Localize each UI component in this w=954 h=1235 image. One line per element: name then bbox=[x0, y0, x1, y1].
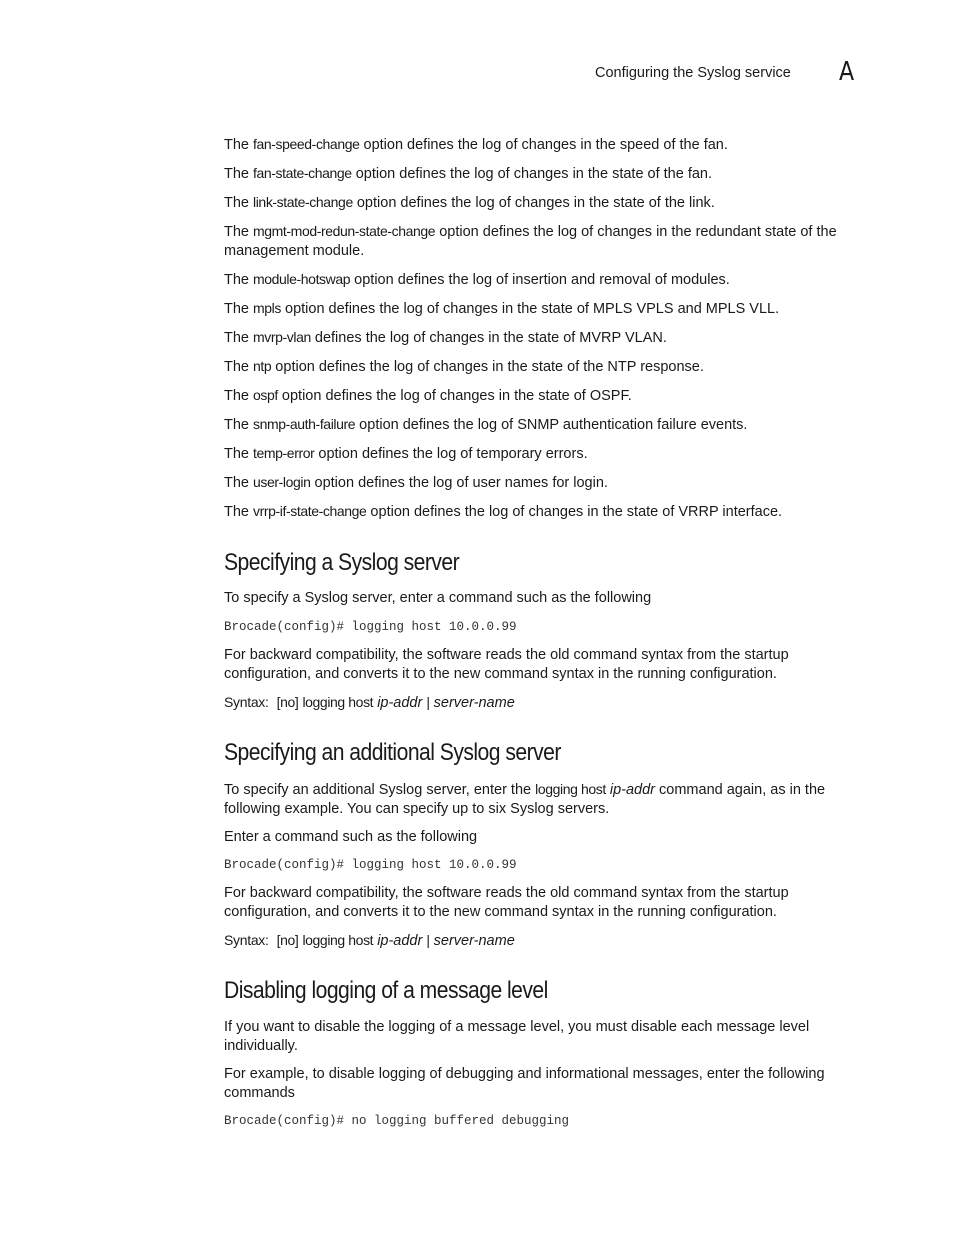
option-text: option defines the log of changes in the speed of the fan. bbox=[359, 137, 728, 153]
intro-text: command again, as in the following example. You can specify up to six Syslog servers. bbox=[224, 782, 826, 817]
option-description bbox=[224, 473, 874, 493]
code-example: Brocade(config)# logging host 10.0.0.99 bbox=[224, 858, 517, 872]
option-prefix: The bbox=[224, 301, 254, 317]
syntax-argument: server-name bbox=[433, 933, 515, 949]
running-header-title: Configuring the Syslog service bbox=[595, 65, 791, 81]
syntax-separator: | bbox=[426, 694, 430, 710]
option-text: defines the log of changes in the state of MVRP VLAN. bbox=[310, 330, 667, 346]
option-prefix: The bbox=[224, 195, 254, 211]
option-text: option defines the log of changes in the state of the link. bbox=[352, 195, 715, 211]
code-example: Brocade(config)# logging host 10.0.0.99 bbox=[224, 620, 517, 634]
compatibility-note: For backward compatibility, the software reads the old command syntax from the startup configuration, and converts it to the new command syntax in the running configuration. bbox=[224, 647, 789, 682]
section-heading-syslog-server: Specifying a Syslog server bbox=[224, 549, 460, 576]
option-description bbox=[224, 415, 874, 435]
option-prefix: The bbox=[224, 137, 254, 153]
option-text: option defines the log of temporary errors. bbox=[314, 446, 588, 462]
section-paragraph: If you want to disable the logging of a message level, you must disable each message level individually. bbox=[224, 1019, 810, 1054]
compatibility-note: For backward compatibility, the software reads the old command syntax from the startup configuration, and converts it to the new command syntax in the running configuration. bbox=[224, 885, 789, 920]
option-text: option defines the log of user names for login. bbox=[310, 475, 608, 491]
option-text: option defines the log of changes in the state of VRRP interface. bbox=[366, 504, 783, 520]
option-keyword: link-state-change bbox=[253, 194, 353, 210]
section-intro: To specify a Syslog server, enter a command such as the following bbox=[224, 590, 652, 606]
option-text: option defines the log of changes in the redundant state of the management module. bbox=[224, 224, 837, 259]
option-keyword: vrrp-if-state-change bbox=[253, 503, 367, 519]
syntax-no-option: [no] bbox=[276, 932, 299, 948]
option-keyword: mvrp-vlan bbox=[253, 329, 311, 345]
option-keyword: temp-error bbox=[253, 445, 315, 461]
option-prefix: The bbox=[224, 388, 254, 404]
option-description bbox=[224, 135, 874, 155]
code-example: Brocade(config)# no logging buffered debugging bbox=[224, 1114, 570, 1128]
option-keyword: mpls bbox=[253, 300, 281, 316]
option-description bbox=[224, 164, 874, 184]
syntax-command: logging host bbox=[302, 694, 374, 710]
option-keyword: snmp-auth-failure bbox=[253, 416, 356, 432]
section-paragraph: For example, to disable logging of debugging and informational messages, enter the following commands bbox=[224, 1066, 825, 1101]
syntax-line bbox=[224, 931, 874, 951]
option-list bbox=[224, 135, 874, 522]
syntax-line bbox=[224, 693, 874, 713]
option-description bbox=[224, 357, 874, 377]
syntax-label: Syntax: bbox=[224, 694, 269, 710]
intro-argument: ip-addr bbox=[609, 782, 655, 798]
syntax-argument: ip-addr bbox=[377, 695, 423, 711]
option-text: option defines the log of SNMP authentication failure events. bbox=[355, 417, 748, 433]
option-description bbox=[224, 299, 874, 319]
option-prefix: The bbox=[224, 475, 254, 491]
option-keyword: user-login bbox=[253, 474, 311, 490]
option-description bbox=[224, 222, 874, 261]
syntax-label: Syntax: bbox=[224, 932, 269, 948]
page-content bbox=[224, 135, 874, 1129]
enter-command-text: Enter a command such as the following bbox=[224, 829, 478, 845]
syntax-separator: | bbox=[426, 932, 430, 948]
option-keyword: mgmt-mod-redun-state-change bbox=[253, 223, 436, 239]
option-description bbox=[224, 270, 874, 290]
option-description bbox=[224, 386, 874, 406]
option-description bbox=[224, 193, 874, 213]
option-keyword: ospf bbox=[253, 387, 278, 403]
option-prefix: The bbox=[224, 330, 254, 346]
option-text: option defines the log of changes in the state of the NTP response. bbox=[271, 359, 704, 375]
option-text: option defines the log of insertion and removal of modules. bbox=[350, 272, 730, 288]
option-description bbox=[224, 502, 874, 522]
option-prefix: The bbox=[224, 504, 254, 520]
syntax-command: logging host bbox=[302, 932, 374, 948]
intro-text: To specify an additional Syslog server, enter the bbox=[224, 782, 536, 798]
option-prefix: The bbox=[224, 224, 254, 240]
option-keyword: ntp bbox=[253, 358, 272, 374]
option-keyword: fan-speed-change bbox=[253, 136, 360, 152]
option-text: option defines the log of changes in the state of OSPF. bbox=[277, 388, 632, 404]
option-prefix: The bbox=[224, 417, 254, 433]
option-text: option defines the log of changes in the state of MPLS VPLS and MPLS VLL. bbox=[280, 301, 780, 317]
option-keyword: fan-state-change bbox=[253, 165, 352, 181]
section-intro bbox=[224, 780, 874, 819]
option-description bbox=[224, 444, 874, 464]
syntax-argument: ip-addr bbox=[377, 933, 423, 949]
appendix-letter: A bbox=[839, 57, 855, 87]
option-prefix: The bbox=[224, 166, 254, 182]
option-prefix: The bbox=[224, 359, 254, 375]
intro-command: logging host bbox=[535, 781, 606, 797]
syntax-no-option: [no] bbox=[276, 694, 299, 710]
syntax-argument: server-name bbox=[433, 695, 515, 711]
section-heading-disable-logging: Disabling logging of a message level bbox=[224, 977, 548, 1004]
option-description bbox=[224, 328, 874, 348]
option-prefix: The bbox=[224, 272, 254, 288]
section-heading-additional-syslog-server: Specifying an additional Syslog server bbox=[224, 739, 561, 766]
option-text: option defines the log of changes in the state of the fan. bbox=[351, 166, 713, 182]
option-prefix: The bbox=[224, 446, 254, 462]
option-keyword: module-hotswap bbox=[253, 271, 351, 287]
